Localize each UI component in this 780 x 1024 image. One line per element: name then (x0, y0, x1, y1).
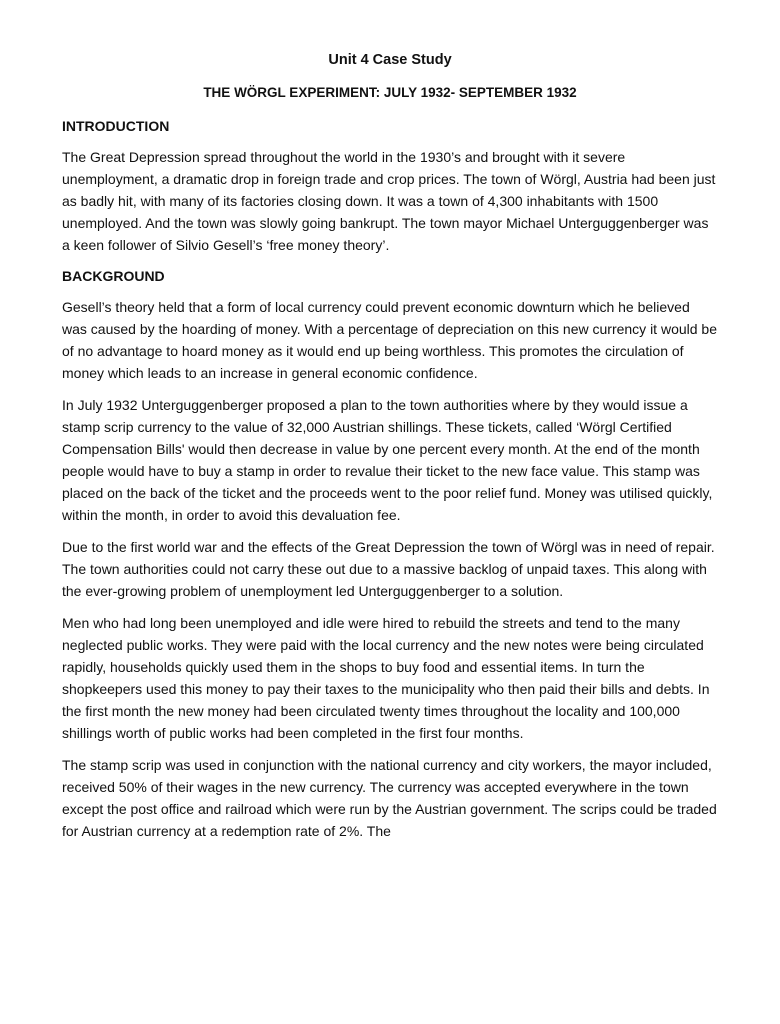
introduction-paragraph: The Great Depression spread throughout the world in the 1930’s and brought with it severe unemployment, a dramatic drop in foreign trade and crop prices. The town of Wörgl, Austria had been just as badly hit, with many of its factories closing down. It was a town of 4,300 inhabitants with 1500 unemployed. And the town was slowly going bankrupt. The town mayor Michael Unterguggenberger was a keen follower of Silvio Gesell’s ‘free money theory’. (62, 149, 716, 253)
background-paragraph-5: The stamp scrip was used in conjunction with the national currency and city workers, the mayor included, received 50% of their wages in the new currency. The currency was accepted everywhere in the town except the post office and railroad which were run by the Austrian government. The scrips could be traded for Austrian currency at a redemption rate of 2%. The (62, 757, 717, 839)
document-title: Unit 4 Case Study (328, 52, 452, 68)
section-heading-background: BACKGROUND (62, 268, 165, 284)
background-paragraph-3: Due to the first world war and the effects of the Great Depression the town of Wörgl was in need of repair. The town authorities could not carry these out due to a massive backlog of unpaid taxes. This along with the ever-growing problem of unemployment led Unterguggenberger to a solution. (62, 539, 715, 599)
document-page (62, 50, 718, 852)
background-paragraph-2: In July 1932 Unterguggenberger proposed a plan to the town authorities where by they would issue a stamp scrip currency to the value of 32,000 Austrian shillings. These tickets, called ‘Wörgl Certified Compensation Bills' would then decrease in value by one percent every month. At the end of the month people would have to buy a stamp in order to revalue their ticket to the new face value. This stamp was placed on the back of the ticket and the proceeds went to the poor relief fund. Money was utilised quickly, within the month, in order to avoid this devaluation fee. (62, 397, 713, 523)
background-paragraph-4: Men who had long been unemployed and idle were hired to rebuild the streets and tend to the many neglected public works. They were paid with the local currency and the new notes were being circulated rapidly, households quickly used them in the shops to buy food and essential items. In turn the shopkeepers used this money to pay their taxes to the municipality who then paid their bills and debts. In the first month the new money had been circulated twenty times throughout the locality and 100,000 shillings worth of public works had been completed in the first four months. (62, 615, 710, 741)
background-paragraph-1: Gesell’s theory held that a form of local currency could prevent economic downturn which he believed was caused by the hoarding of money. With a percentage of depreciation on this new currency it would be of no advantage to hoard money as it would end up being worthless. This promotes the circulation of money which leads to an increase in general economic confidence. (62, 299, 718, 381)
document-subtitle: THE WÖRGL EXPERIMENT: JULY 1932- SEPTEMBER 1932 (203, 85, 577, 100)
section-heading-introduction: INTRODUCTION (62, 118, 170, 134)
